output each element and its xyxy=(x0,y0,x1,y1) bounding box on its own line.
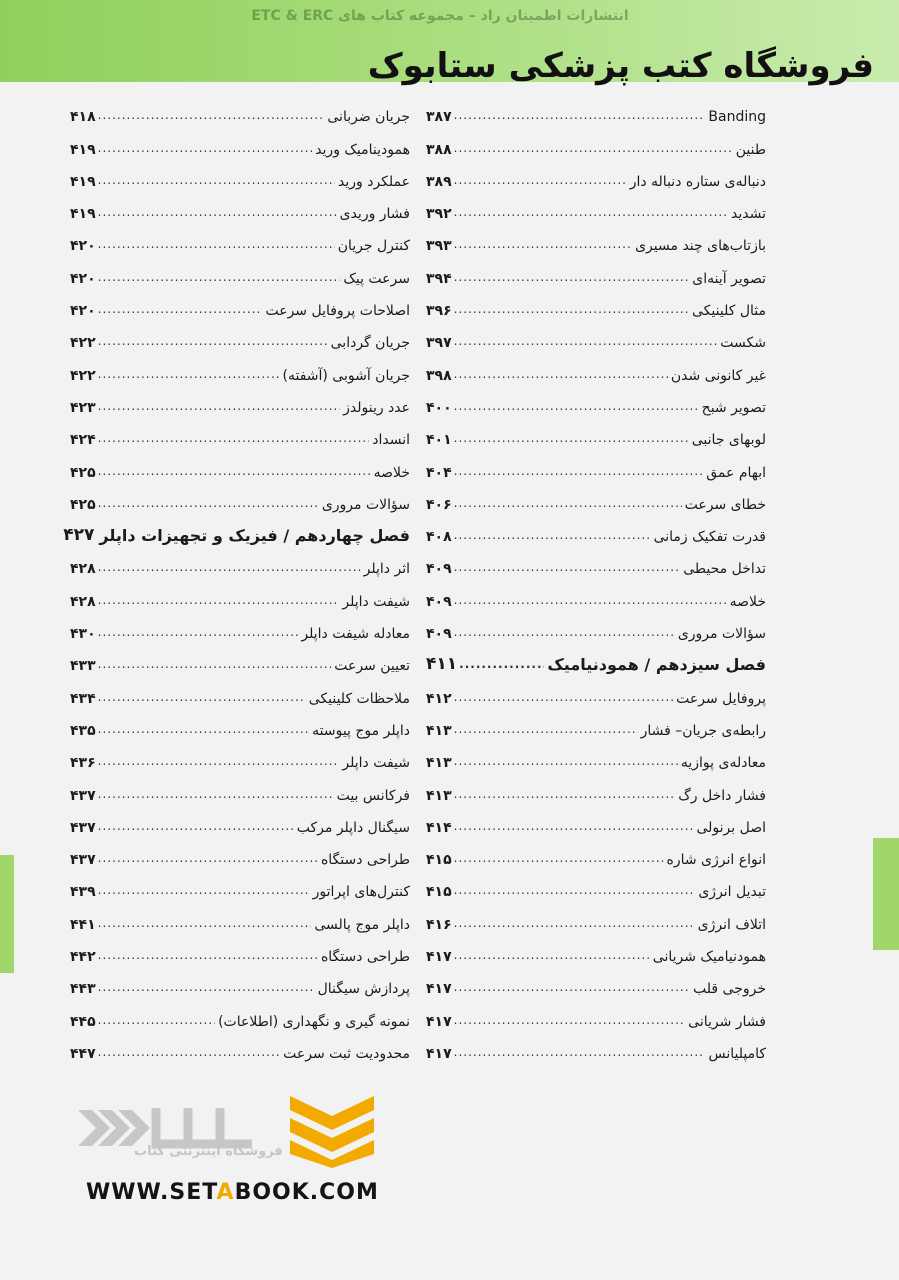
toc-entry-title: اتلاف انرژی xyxy=(697,916,766,933)
toc-entry-page: ۴۴۷ xyxy=(70,1045,96,1062)
toc-entry-page: ۴۲۸ xyxy=(70,593,96,610)
toc-entry-page: ۴۱۹ xyxy=(70,206,96,223)
dot-leader xyxy=(98,948,318,965)
dot-leader xyxy=(454,916,695,933)
toc-entry-title: Banding xyxy=(708,109,766,126)
dot-leader xyxy=(454,237,632,254)
toc-entry xyxy=(70,674,410,706)
dot-leader xyxy=(98,1045,281,1062)
dot-leader xyxy=(98,916,312,933)
toc-entry-page: ۴۲۵ xyxy=(70,464,96,481)
toc-entry xyxy=(70,642,410,674)
toc-entry-page: ۳۹۶ xyxy=(426,303,452,320)
toc-entry xyxy=(70,287,410,319)
toc-entry-page: ۳۸۹ xyxy=(426,173,452,190)
toc-entry xyxy=(426,674,766,706)
dot-leader xyxy=(454,593,727,610)
toc-entry-page: ۴۱۷ xyxy=(426,949,452,966)
toc-entry-title: تصویر آینه‌ای xyxy=(692,270,766,287)
toc-entry-title: همودنیامیک شریانی xyxy=(652,949,766,966)
toc-entry xyxy=(426,771,766,803)
toc-entry-title: ابهام عمق xyxy=(706,464,766,481)
toc-entry-page: ۴۴۲ xyxy=(70,949,96,966)
dot-leader xyxy=(98,173,335,190)
toc-entry-page: ۳۸۸ xyxy=(426,141,452,158)
toc-entry xyxy=(70,384,410,416)
dot-leader xyxy=(98,560,361,577)
toc-entry-page: ۴۳۷ xyxy=(70,787,96,804)
toc-entry xyxy=(70,1030,410,1062)
toc-right-column xyxy=(426,93,766,1062)
toc-entry-page: ۳۹۸ xyxy=(426,367,452,384)
toc-entry-page: ۴۲۷ xyxy=(63,525,95,546)
dot-leader xyxy=(454,334,718,351)
toc-entry-title: غیر کانونی شدن xyxy=(670,367,766,384)
dot-leader xyxy=(454,367,668,384)
toc-entry-page: ۳۹۲ xyxy=(426,206,452,223)
toc-entry-title: تصویر شبح xyxy=(701,399,766,416)
toc-entry-title: شیفت داپلر xyxy=(342,755,410,772)
toc-entry xyxy=(70,222,410,254)
toc-entry-page: ۴۴۵ xyxy=(70,1013,96,1030)
dot-leader xyxy=(98,851,318,868)
dot-leader xyxy=(98,722,309,739)
toc-entry-title: خطای سرعت xyxy=(684,496,766,513)
toc-entry-title: تبدیل انرژی xyxy=(698,884,766,901)
toc-entry xyxy=(70,319,410,351)
dot-leader xyxy=(98,399,340,416)
dot-leader xyxy=(454,528,651,545)
toc-entry-page: ۴۳۵ xyxy=(70,722,96,739)
toc-entry-page: ۴۲۰ xyxy=(70,238,96,255)
toc-entry-page: ۴۱۸ xyxy=(70,109,96,126)
toc-entry xyxy=(426,997,766,1029)
toc-entry-title: فصل چهاردهم / فیزیک و تجهیزات داپلر xyxy=(99,526,410,546)
toc-entry xyxy=(426,222,766,254)
toc-entry-page: ۴۱۷ xyxy=(426,981,452,998)
toc-entry xyxy=(70,351,410,383)
dot-leader xyxy=(98,431,370,448)
toc-entry-title: همودینامیک ورید xyxy=(315,141,410,158)
toc-entry-page: ۴۱۳ xyxy=(426,722,452,739)
toc-entry-page: ۴۳۷ xyxy=(70,852,96,869)
toc-entry xyxy=(426,933,766,965)
toc-entry-title: شیفت داپلر xyxy=(342,593,410,610)
toc-entry-page: ۴۲۰ xyxy=(70,303,96,320)
toc-entry-title: فشار وریدی xyxy=(339,206,410,223)
toc-entry-title: تشدید xyxy=(731,206,766,223)
toc-entry xyxy=(70,481,410,513)
toc-entry xyxy=(426,545,766,577)
dot-leader xyxy=(98,819,294,836)
toc-entry-page: ۴۳۶ xyxy=(70,755,96,772)
toc-entry xyxy=(70,254,410,286)
dot-leader xyxy=(454,787,676,804)
toc-entry xyxy=(70,739,410,771)
toc-entry-title: داپلر موج پیوسته xyxy=(312,722,410,739)
toc-entry-page: ۴۱۲ xyxy=(426,690,452,707)
toc-entry-page: ۴۱۳ xyxy=(426,787,452,804)
toc-chapter-heading xyxy=(426,642,766,674)
toc-entry-page: ۴۳۷ xyxy=(70,819,96,836)
toc-entry-page: ۴۰۱ xyxy=(426,432,452,449)
dot-leader xyxy=(454,560,681,577)
url-accent: A xyxy=(216,1180,235,1205)
toc-chapter-heading xyxy=(63,513,410,546)
toc-entry-title: طراحی دستگاه xyxy=(320,852,410,869)
dot-leader xyxy=(98,270,341,287)
dot-leader xyxy=(454,108,706,125)
dot-leader xyxy=(98,108,325,125)
toc-entry-title: فرکانس بیت xyxy=(336,787,410,804)
toc-entry-title: طراحی دستگاه xyxy=(320,949,410,966)
dot-leader xyxy=(98,141,313,158)
toc-entry xyxy=(70,804,410,836)
toc-entry xyxy=(426,900,766,932)
toc-entry xyxy=(426,577,766,609)
toc-entry-title: جریان گردابی xyxy=(330,335,410,352)
toc-entry-page: ۴۰۹ xyxy=(426,626,452,643)
toc-entry-page: ۴۱۷ xyxy=(426,1013,452,1030)
toc-entry xyxy=(70,933,410,965)
toc-entry xyxy=(426,384,766,416)
toc-entry-title: جریان ضربانی xyxy=(327,109,410,126)
toc-entry-page: ۴۱۹ xyxy=(70,141,96,158)
toc-entry-page: ۴۲۲ xyxy=(70,335,96,352)
toc-entry xyxy=(426,254,766,286)
toc-entry xyxy=(426,965,766,997)
toc-entry-page: ۴۲۳ xyxy=(70,399,96,416)
dot-leader xyxy=(98,237,335,254)
toc-entry-title: سرعت پیک xyxy=(343,270,410,287)
toc-entry xyxy=(426,448,766,480)
toc-entry-title: معادله‌ی پوازیه xyxy=(680,755,766,772)
toc-entry xyxy=(70,707,410,739)
toc-entry xyxy=(70,93,410,125)
toc-entry xyxy=(426,125,766,157)
toc-entry-page: ۴۳۴ xyxy=(70,690,96,707)
toc-entry-title: طنین xyxy=(735,141,766,158)
dot-leader xyxy=(98,690,306,707)
toc-entry-title: اصلاحات پروفایل سرعت xyxy=(265,303,410,320)
chevron-arrows-icon xyxy=(78,1110,150,1146)
toc-entry-page: ۴۱۳ xyxy=(426,755,452,772)
dot-leader xyxy=(454,496,682,513)
toc-entry-page: ۴۲۲ xyxy=(70,367,96,384)
toc-entry xyxy=(70,416,410,448)
dot-leader xyxy=(98,980,315,997)
toc-entry xyxy=(70,900,410,932)
toc-entry-title: سیگنال داپلر مرکب xyxy=(296,819,410,836)
toc-entry xyxy=(70,545,410,577)
logo-tagline: فروشگاه اینترنتی کتاب xyxy=(134,1144,283,1159)
toc-entry-page: ۴۰۴ xyxy=(426,464,452,481)
store-url[interactable] xyxy=(86,1180,379,1205)
toc-entry-page: ۴۳۹ xyxy=(70,884,96,901)
store-title: فروشگاه کتب پزشکی ستابوک xyxy=(367,46,874,86)
toc-entry-title: رابطه‌ی جریان– فشار xyxy=(640,722,766,739)
toc-entry xyxy=(70,190,410,222)
dot-leader xyxy=(454,851,664,868)
toc-entry-page: ۴۴۱ xyxy=(70,916,96,933)
toc-entry-page: ۴۱۶ xyxy=(426,916,452,933)
toc-entry xyxy=(70,577,410,609)
toc-entry xyxy=(426,93,766,125)
toc-entry xyxy=(426,481,766,513)
left-edge-tab xyxy=(0,855,14,973)
dot-leader xyxy=(454,722,638,739)
toc-entry-title: سؤالات مروری xyxy=(677,626,766,643)
dot-leader xyxy=(454,399,699,416)
dot-leader xyxy=(454,302,689,319)
toc-entry-title: پردازش سیگنال xyxy=(317,981,410,998)
toc-entry-page: ۴۲۰ xyxy=(70,270,96,287)
toc-entry-page: ۴۱۹ xyxy=(70,173,96,190)
dot-leader xyxy=(98,205,337,222)
toc-entry-title: معادله شیفت داپلر xyxy=(301,626,410,643)
toc-entry-title: سؤالات مروری xyxy=(321,496,410,513)
dot-leader xyxy=(454,173,627,190)
toc-entry-page: ۴۳۳ xyxy=(70,658,96,675)
toc-entry-title: فشار داخل رگ xyxy=(678,787,766,804)
toc-entry-page: ۴۱۵ xyxy=(426,884,452,901)
toc-entry-title: خلاصه xyxy=(729,593,766,610)
toc-entry-page: ۴۱۷ xyxy=(426,1045,452,1062)
toc-entry-page: ۴۳۰ xyxy=(70,626,96,643)
dot-leader xyxy=(98,367,280,384)
toc-entry-page: ۴۰۸ xyxy=(426,529,452,546)
toc-entry xyxy=(426,707,766,739)
toc-entry-title: محدودیت ثبت سرعت xyxy=(283,1045,410,1062)
dot-leader xyxy=(454,625,675,642)
dot-leader xyxy=(98,657,332,674)
toc-entry xyxy=(426,351,766,383)
toc-entry-title: اصل برنولی xyxy=(696,819,766,836)
dot-leader xyxy=(454,883,696,900)
dot-leader xyxy=(98,754,340,771)
toc-entry-page: ۳۹۴ xyxy=(426,270,452,287)
toc-entry-title: انسداد xyxy=(372,432,410,449)
toc-entry xyxy=(70,997,410,1029)
dot-leader xyxy=(459,657,544,674)
toc-entry xyxy=(426,416,766,448)
toc-entry xyxy=(426,319,766,351)
dot-leader xyxy=(98,883,310,900)
toc-entry-title: عدد رینولدز xyxy=(343,399,410,416)
toc-entry xyxy=(70,448,410,480)
toc-entry-title: فشار شریانی xyxy=(688,1013,766,1030)
right-edge-tab xyxy=(873,838,899,950)
toc-entry-title: نمونه گیری و نگهداری (اطلاعات) xyxy=(218,1013,410,1030)
toc-entry xyxy=(70,158,410,190)
toc-entry xyxy=(426,287,766,319)
toc-entry xyxy=(70,771,410,803)
toc-left-column xyxy=(63,93,410,1062)
dot-leader xyxy=(454,1045,706,1062)
toc-entry-page: ۳۸۷ xyxy=(426,109,452,126)
dot-leader xyxy=(454,754,678,771)
toc-entry xyxy=(426,158,766,190)
toc-entry xyxy=(426,610,766,642)
toc-entry-title: مثال کلینیکی xyxy=(692,303,766,320)
dot-leader xyxy=(98,464,371,481)
toc-entry-title: دنباله‌ی ستاره دنباله دار xyxy=(629,173,766,190)
toc-entry xyxy=(426,1030,766,1062)
dot-leader xyxy=(454,819,694,836)
dot-leader xyxy=(454,948,650,965)
dot-leader xyxy=(454,464,704,481)
toc-entry xyxy=(426,804,766,836)
toc-entry-title: اثر داپلر xyxy=(363,561,410,578)
toc-entry xyxy=(426,190,766,222)
dot-leader xyxy=(454,690,674,707)
logo-mark-gray xyxy=(156,1108,252,1144)
dot-leader xyxy=(454,431,689,448)
toc-entry xyxy=(70,610,410,642)
dot-leader xyxy=(98,302,263,319)
toc-entry-title: کامپلیانس xyxy=(708,1045,766,1062)
url-suffix: BOOK.COM xyxy=(234,1180,379,1205)
toc-entry-title: انواع انرژی شاره xyxy=(666,852,766,869)
dot-leader xyxy=(98,334,328,351)
toc-entry xyxy=(426,868,766,900)
dot-leader xyxy=(98,1013,215,1030)
toc-entry-title: تعیین سرعت xyxy=(334,658,410,675)
toc-entry-title: قدرت تفکیک زمانی xyxy=(653,529,766,546)
toc-entry-title: جریان آشوبی (آشفته) xyxy=(282,367,410,384)
toc-entry-title: لوبهای جانبی xyxy=(691,432,766,449)
toc-entry-title: تداخل محیطی xyxy=(683,561,766,578)
toc-entry xyxy=(70,868,410,900)
toc-entry-title: پروفایل سرعت xyxy=(676,690,766,707)
toc-entry-title: کنترل جریان xyxy=(337,238,410,255)
toc-entry-page: ۴۱۴ xyxy=(426,819,452,836)
dot-leader xyxy=(454,270,690,287)
toc-entry xyxy=(426,513,766,545)
logo-mark-gold xyxy=(290,1096,374,1168)
toc-entry-page: ۳۹۷ xyxy=(426,335,452,352)
toc-entry-title: کنترل‌های اپراتور xyxy=(312,884,410,901)
publisher-header: انتشارات اطمینان راد – مجموعه کتاب های ETC & ERC xyxy=(251,8,629,24)
url-prefix: WWW.SET xyxy=(86,1180,217,1205)
toc-entry-page: ۴۰۶ xyxy=(426,496,452,513)
toc-entry-page: ۴۴۳ xyxy=(70,981,96,998)
dot-leader xyxy=(98,625,299,642)
toc-entry xyxy=(70,125,410,157)
toc-entry-page: ۴۰۰ xyxy=(426,399,452,416)
toc-entry xyxy=(70,965,410,997)
toc-entry-title: فصل سیزدهم / همودنیامیک xyxy=(547,655,766,675)
dot-leader xyxy=(98,787,334,804)
toc-entry-page: ۴۱۵ xyxy=(426,852,452,869)
toc-entry-title: خروجی قلب xyxy=(693,981,766,998)
dot-leader xyxy=(454,980,690,997)
dot-leader xyxy=(454,205,728,222)
dot-leader xyxy=(454,1013,686,1030)
dot-leader xyxy=(98,496,319,513)
toc-entry xyxy=(426,739,766,771)
toc-entry-page: ۴۲۴ xyxy=(70,432,96,449)
dot-leader xyxy=(98,593,340,610)
toc-entry-page: ۴۱۱ xyxy=(426,654,458,675)
toc-entry xyxy=(426,836,766,868)
toc-entry-page: ۳۹۳ xyxy=(426,238,452,255)
toc-entry-page: ۴۰۹ xyxy=(426,593,452,610)
toc-entry-page: ۴۰۹ xyxy=(426,561,452,578)
toc-entry xyxy=(70,836,410,868)
toc-entry-page: ۴۲۵ xyxy=(70,496,96,513)
dot-leader xyxy=(454,141,733,158)
toc-entry-title: خلاصه xyxy=(373,464,410,481)
toc-entry-title: ملاحظات کلینیکی xyxy=(308,690,410,707)
toc-entry-page: ۴۲۸ xyxy=(70,561,96,578)
toc-entry-title: داپلر موج پالسی xyxy=(314,916,410,933)
toc-entry-title: بازتاب‌های چند مسیری xyxy=(635,238,766,255)
toc-entry-title: عملکرد ورید xyxy=(338,173,410,190)
toc-entry-title: شکست xyxy=(720,335,766,352)
